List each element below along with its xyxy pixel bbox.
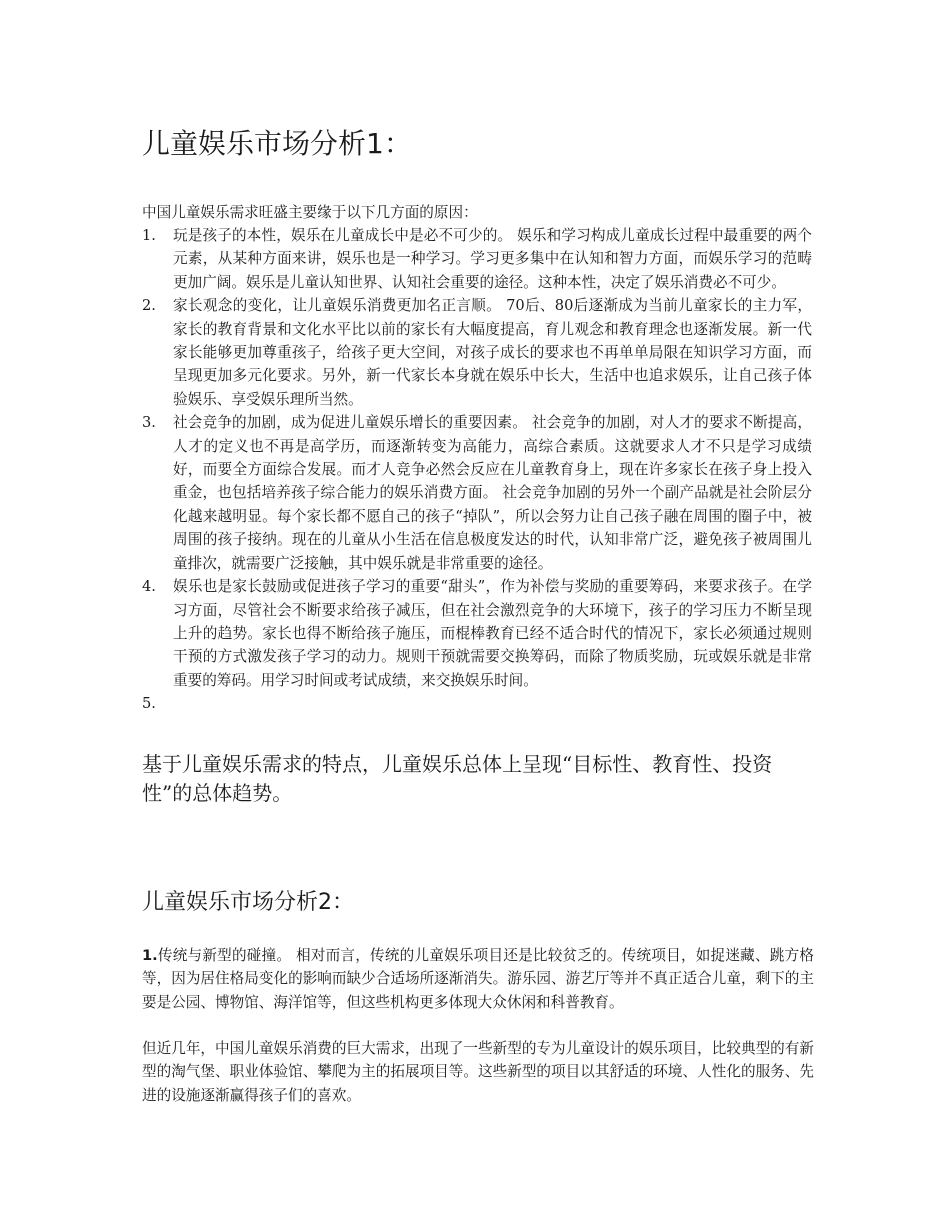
list-item-number: 2. [142,297,156,315]
list-item [142,224,812,294]
list-item-number: 4. [142,578,156,596]
section1-summary: 基于儿童娱乐需求的特点，儿童娱乐总体上呈现“目标性、教育性、投资性”的总体趋势。 [142,752,773,805]
section2-paragraph-2: 但近几年，中国儿童娱乐消费的巨大需求，出现了一些新型的专为儿童设计的娱乐项目，比较典型的有新型的淘气堡、职业体验馆、攀爬为主的拓展项目等。这些新型的项目以其舒适的环境、人性化的服务、先进的设施逐渐赢得孩子们的喜欢。 [142,1040,814,1104]
list-item-text: 社会竞争的加剧，成为促进儿童娱乐增长的重要因素。 社会竞争的加剧，对人才的要求不断提高，人才的定义也不再是高学历，而逐渐转变为高能力，高综合素质。这就要求人才不只是学习成绩好，而要全方面综合发展。而才人竞争必然会反应在儿童教育身上，现在许多家长在孩子身上投入重金，也包括培养孩子综合能力的娱乐消费方面。 社会竞争加剧的另外一个副产品就是社会阶层分化越来越明显。每个家长都不愿自己的孩子“掉队”，所以会努力让自己孩子融在周围的圈子中，被周围的孩子接纳。现在的儿童从小生活在信息极度发达的时代，认知非常广泛，避免孩子被周围儿童排次，就需要广泛接触，其中娱乐就是非常重要的途径。 [173,414,812,572]
list-item [142,411,812,575]
list-item-text: 娱乐也是家长鼓励或促进孩子学习的重要“甜头”，作为补偿与奖励的重要筹码，来要求孩子。在学习方面，尽管社会不断要求给孩子减压，但在社会激烈竞争的大环境下，孩子的学习压力不断呈现上升的趋势。家长也得不断给孩子施压，而棍棒教育已经不适合时代的情况下，家长必须通过规则干预的方式激发孩子学习的动力。规则干预就需要交换筹码，而除了物质奖励，玩或娱乐就是非常重要的筹码。用学习时间或考试成绩，来交换娱乐时间。 [173,578,812,689]
paragraph-text: 传统与新型的碰撞。 相对而言，传统的儿童娱乐项目还是比较贫乏的。传统项目，如捉迷藏、跳方格等，因为居住格局变化的影响而缺少合适场所逐渐消失。游乐园、游艺厅等并不真正适合儿童，剩下的主要是公园、博物馆、海洋馆等，但这些机构更多体现大众休闲和科普教育。 [142,947,814,1011]
list-item-text: 家长观念的变化，让儿童娱乐消费更加名正言顺。 70后、80后逐渐成为当前儿童家长的主力军，家长的教育背景和文化水平比以前的家长有大幅度提高，育儿观念和教育理念也逐渐发展。新一代家长能够更加尊重孩子，给孩子更大空间，对孩子成长的要求也不再单单局限在知识学习方面，而呈现更加多元化要求。另外，新一代家长本身就在娱乐中长大，生活中也追求娱乐，让自己孩子体验娱乐、享受娱乐理所当然。 [173,297,812,408]
section1-title: 儿童娱乐市场分析1： [142,127,412,160]
list-item-number: 5. [142,695,156,713]
section2-paragraph-1 [142,944,814,1014]
list-item [142,294,812,411]
list-item-number: 1. [142,227,156,244]
list-item [142,575,812,692]
section2-title: 儿童娱乐市场分析2： [142,890,354,915]
reasons-list [142,224,812,713]
list-item-number: 3. [142,414,156,432]
section1-intro: 中国儿童娱乐需求旺盛主要缘于以下几方面的原因： [142,204,478,221]
list-item-text: 玩是孩子的本性，娱乐在儿童成长中是必不可少的。 娱乐和学习构成儿童成长过程中最重要的两个元素，从某种方面来讲，娱乐也是一种学习。学习更多集中在认知和智力方面，而娱乐学习的范畴更加广阔。娱乐是儿童认知世界、认知社会重要的途径。这种本性，决定了娱乐消费必不可少。 [173,227,812,291]
paragraph-number: 1. [142,947,158,964]
